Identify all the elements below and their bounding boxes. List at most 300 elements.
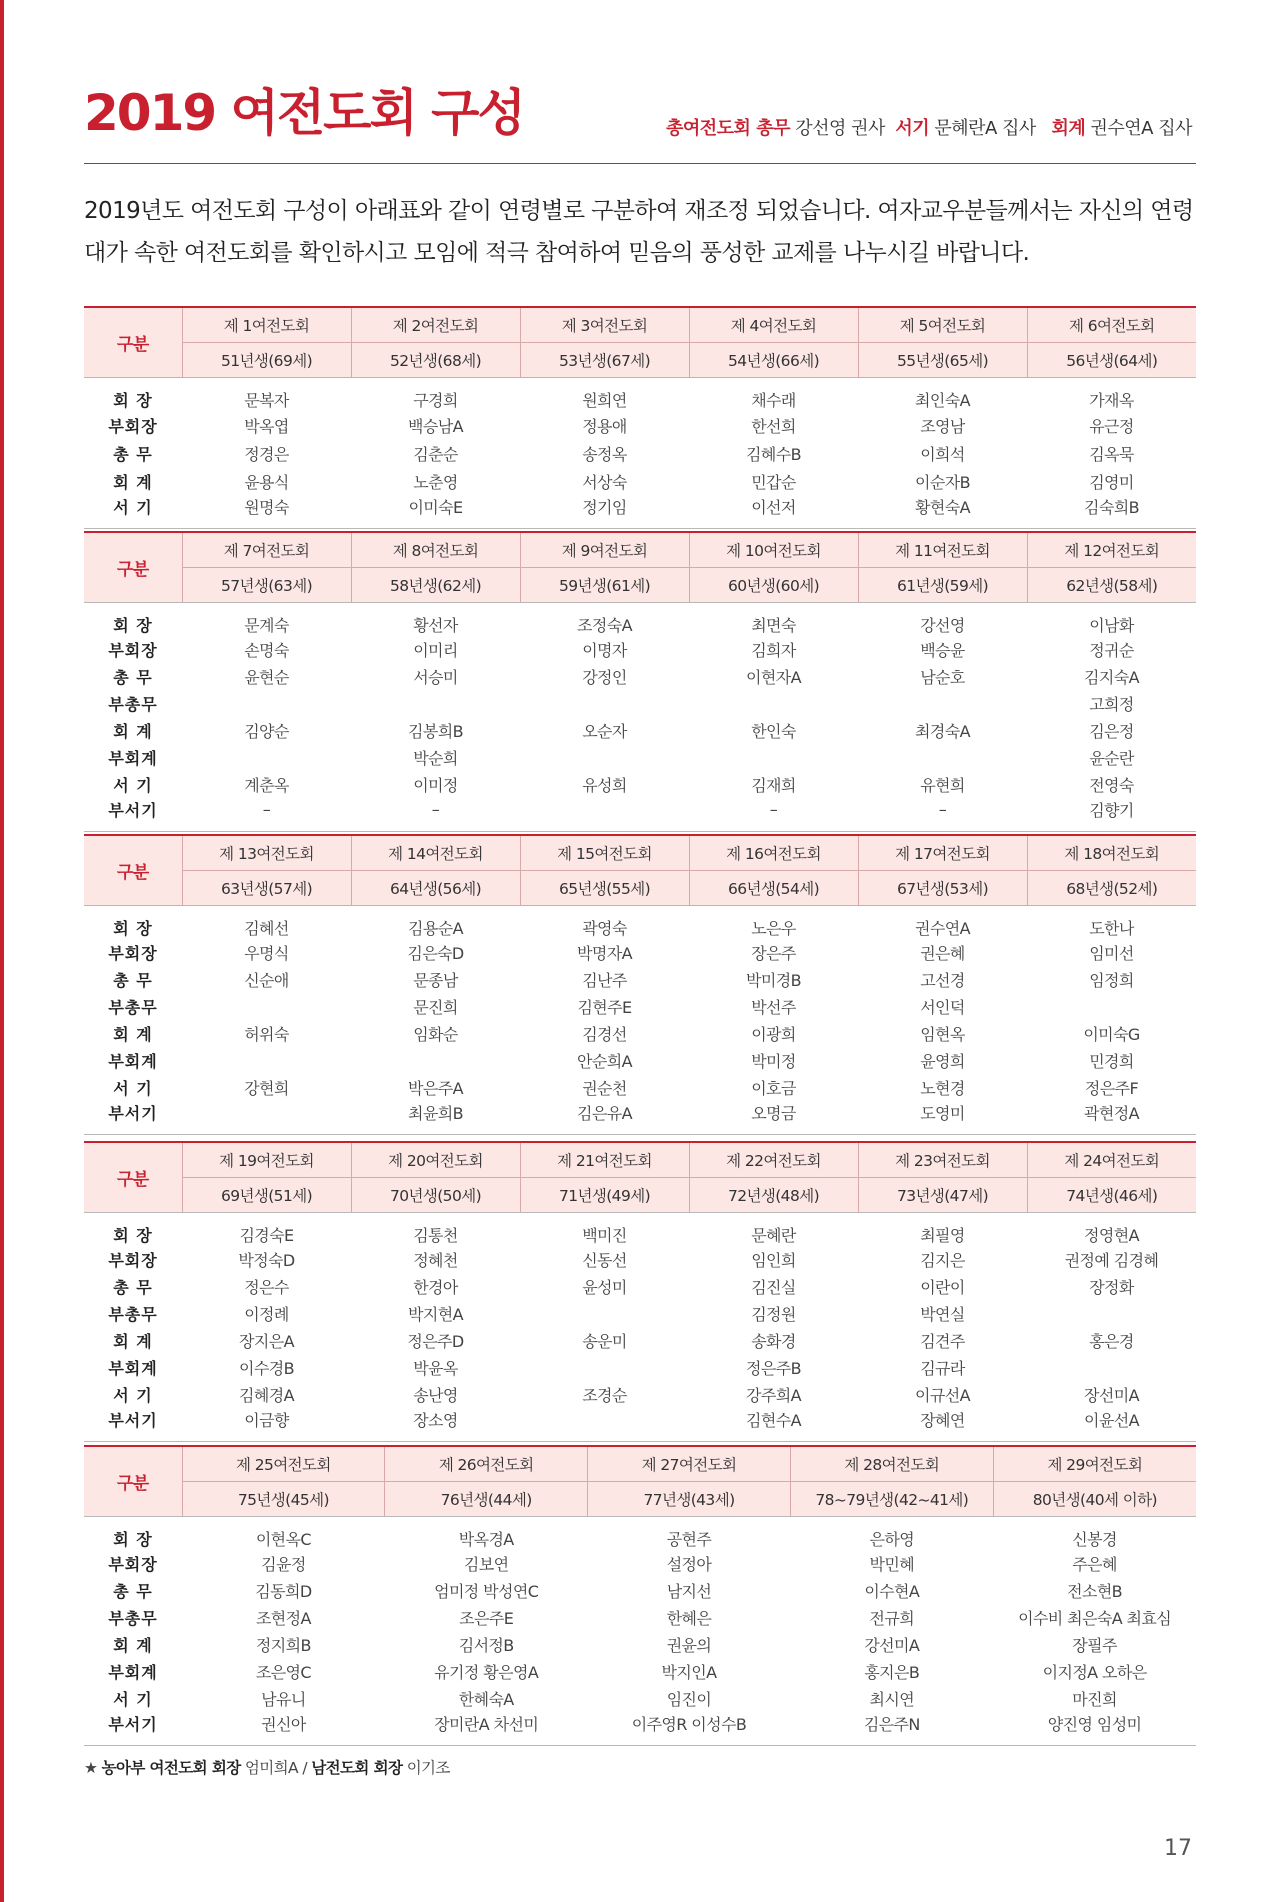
member-name: 유성희 bbox=[582, 776, 627, 795]
member-name: 최필영 bbox=[920, 1226, 965, 1245]
member-name: 은하영 bbox=[869, 1530, 915, 1549]
role-row bbox=[84, 1074, 1196, 1101]
group-birth-year: 63년생(57세) bbox=[182, 871, 351, 906]
member-name: 이정례 bbox=[244, 1305, 289, 1324]
role-label: 부서기 bbox=[84, 1712, 182, 1746]
role-label: 부서기 bbox=[84, 1408, 182, 1442]
member-name: 정기임 bbox=[520, 495, 689, 529]
member-name bbox=[351, 690, 520, 717]
role-row bbox=[84, 411, 1196, 439]
member-name: 정지희B bbox=[255, 1636, 311, 1655]
role-label: 총 무 bbox=[113, 444, 153, 464]
section-label: 구분 bbox=[84, 835, 182, 906]
member-name: 이주영R 이성수B bbox=[588, 1712, 791, 1746]
star-icon: ★ bbox=[84, 1759, 98, 1777]
member-name: 김봉희B bbox=[408, 722, 463, 741]
group-birth-year: 54년생(66세) bbox=[689, 343, 858, 378]
group-name: 제 17여전도회 bbox=[858, 835, 1027, 871]
role-label: 회 계 bbox=[113, 1636, 153, 1655]
group-birth-year: 76년생(44세) bbox=[385, 1482, 588, 1517]
role-row bbox=[84, 1327, 1196, 1354]
role-label: 총 무 bbox=[113, 971, 153, 990]
member-name: 김은숙D bbox=[407, 944, 464, 963]
group-name: 제 28여전도회 bbox=[790, 1446, 993, 1482]
member-name: 공현주 bbox=[666, 1530, 712, 1549]
role-row bbox=[84, 1658, 1196, 1685]
role-row bbox=[84, 636, 1196, 663]
role-label: 회 계 bbox=[113, 722, 153, 741]
member-name: – bbox=[689, 798, 858, 832]
member-name: 원희연 bbox=[582, 391, 627, 410]
member-name: 송난영 bbox=[413, 1386, 458, 1405]
member-name bbox=[351, 1047, 520, 1074]
footnote-label-1: 농아부 여전도회 회장 bbox=[101, 1759, 241, 1777]
member-name: 권수연A bbox=[915, 919, 970, 938]
member-name bbox=[1027, 993, 1196, 1020]
staff-name-1: 문혜란A 집사 bbox=[934, 118, 1036, 139]
member-name: 장정화 bbox=[1089, 1278, 1134, 1297]
group-birth-year: 66년생(54세) bbox=[689, 871, 858, 906]
member-name: 남유니 bbox=[261, 1690, 306, 1709]
member-name: 문혜란 bbox=[751, 1226, 796, 1245]
role-label: 부회계 bbox=[108, 1052, 158, 1071]
member-name bbox=[858, 744, 1027, 771]
member-name bbox=[182, 690, 351, 717]
member-name bbox=[858, 690, 1027, 717]
member-name: 이현옥C bbox=[255, 1530, 311, 1549]
role-label: 부회장 bbox=[108, 416, 158, 436]
role-row bbox=[84, 663, 1196, 690]
group-name: 제 14여전도회 bbox=[351, 835, 520, 871]
member-name: 고희정 bbox=[1089, 695, 1134, 714]
role-label: 부회계 bbox=[108, 1359, 158, 1378]
group-birth-year: 61년생(59세) bbox=[858, 568, 1027, 603]
member-name bbox=[1027, 1354, 1196, 1381]
member-name: 이현자A bbox=[746, 668, 801, 687]
group-name: 제 2여전도회 bbox=[351, 307, 520, 343]
member-name: 유기정 황은영A bbox=[434, 1663, 539, 1682]
role-row bbox=[84, 1685, 1196, 1712]
role-label: 총 무 bbox=[113, 668, 153, 687]
group-name: 제 24여전도회 bbox=[1027, 1142, 1196, 1178]
member-name: 김옥묵 bbox=[1089, 444, 1134, 464]
group-birth-year: 68년생(52세) bbox=[1027, 871, 1196, 906]
member-name: 장혜연 bbox=[858, 1408, 1027, 1442]
staff-name-0: 강선영 권사 bbox=[795, 118, 885, 139]
group-name: 제 21여전도회 bbox=[520, 1142, 689, 1178]
group-name: 제 19여전도회 bbox=[182, 1142, 351, 1178]
member-name: 김은정 bbox=[1089, 722, 1134, 741]
title-divider bbox=[84, 163, 1196, 164]
role-label: 회 장 bbox=[113, 1530, 153, 1549]
role-row bbox=[84, 1020, 1196, 1047]
member-name: 임현옥 bbox=[920, 1025, 965, 1044]
role-label: 회 장 bbox=[113, 919, 153, 938]
member-name: 노춘영 bbox=[413, 472, 458, 492]
role-row bbox=[84, 798, 1196, 832]
member-name: 장소영 bbox=[351, 1408, 520, 1442]
section-label: 구분 bbox=[84, 1142, 182, 1213]
role-label: 서 기 bbox=[113, 1690, 153, 1709]
member-name: 조영남 bbox=[920, 416, 965, 436]
page-edge-bar bbox=[0, 0, 4, 1902]
member-name: 송정옥 bbox=[582, 444, 627, 464]
role-label: 총 무 bbox=[113, 1278, 153, 1297]
group-name: 제 6여전도회 bbox=[1027, 307, 1196, 343]
section-table bbox=[84, 834, 1196, 1135]
group-birth-year: 55년생(65세) bbox=[858, 343, 1027, 378]
intro-paragraph: 2019년도 여전도회 구성이 아래표와 같이 연령별로 구분하여 재조정 되었습니다. 여자교우분들께서는 자신의 연령대가 속한 여전도회를 확인하시고 모임에 적극 참여하여 믿음의 풍성한 교제를 나누시길 바랍니다. bbox=[84, 198, 1194, 266]
role-row bbox=[84, 495, 1196, 529]
role-label: 총 무 bbox=[113, 1582, 153, 1601]
group-name: 제 1여전도회 bbox=[182, 307, 351, 343]
member-name: 이희석 bbox=[920, 444, 965, 464]
member-name: 윤성미 bbox=[582, 1278, 627, 1297]
member-name: 한인숙 bbox=[751, 722, 796, 741]
role-label: 서 기 bbox=[113, 776, 153, 795]
group-birth-year: 64년생(56세) bbox=[351, 871, 520, 906]
group-name: 제 18여전도회 bbox=[1027, 835, 1196, 871]
member-name: 정혜천 bbox=[413, 1251, 458, 1270]
member-name: 오명금 bbox=[689, 1101, 858, 1135]
member-name: 이란이 bbox=[920, 1278, 965, 1297]
member-name: 김지숙A bbox=[1084, 668, 1139, 687]
member-name: 강선미A bbox=[864, 1636, 920, 1655]
member-name bbox=[689, 690, 858, 717]
footnote-label-2: 남전도회 회장 bbox=[311, 1759, 403, 1777]
member-name: 김현주E bbox=[577, 998, 632, 1017]
group-birth-year: 69년생(51세) bbox=[182, 1178, 351, 1213]
member-name: 한혜은 bbox=[666, 1609, 712, 1628]
role-row bbox=[84, 690, 1196, 717]
member-name: 윤순란 bbox=[1089, 749, 1134, 768]
group-birth-year: 58년생(62세) bbox=[351, 568, 520, 603]
member-name: 정영현A bbox=[1084, 1226, 1139, 1245]
member-name: 허위숙 bbox=[244, 1025, 289, 1044]
staff-role-0: 총여전도회 총무 bbox=[665, 118, 790, 139]
member-name: 강주희A bbox=[746, 1386, 801, 1405]
member-name: 정은주D bbox=[407, 1332, 464, 1351]
member-name: 이광희 bbox=[751, 1025, 796, 1044]
member-name: 오순자 bbox=[582, 722, 627, 741]
member-name: 백미진 bbox=[582, 1226, 627, 1245]
role-label: 회 계 bbox=[113, 1025, 153, 1044]
member-name bbox=[182, 1047, 351, 1074]
section-label: 구분 bbox=[84, 1446, 182, 1517]
member-name: 민갑순 bbox=[751, 472, 796, 492]
role-label: 부총무 bbox=[108, 695, 158, 714]
member-name: 김은유A bbox=[520, 1101, 689, 1135]
member-name: 김향기 bbox=[1027, 798, 1196, 832]
group-name: 제 26여전도회 bbox=[385, 1446, 588, 1482]
member-name: 도한나 bbox=[1089, 919, 1134, 938]
member-name: 김혜경A bbox=[239, 1386, 294, 1405]
group-name: 제 16여전도회 bbox=[689, 835, 858, 871]
member-name: 송운미 bbox=[582, 1332, 627, 1351]
member-name: 김난주 bbox=[582, 971, 627, 990]
member-name: 가재옥 bbox=[1089, 391, 1134, 410]
member-name: 윤영희 bbox=[920, 1052, 965, 1071]
member-name: 이명자 bbox=[582, 641, 627, 660]
member-name bbox=[520, 1300, 689, 1327]
member-name: 권은혜 bbox=[920, 944, 965, 963]
role-label: 부회장 bbox=[108, 641, 158, 660]
member-name: 유현희 bbox=[920, 776, 965, 795]
role-row bbox=[84, 1381, 1196, 1408]
role-label: 회 장 bbox=[113, 616, 153, 635]
member-name: 설정아 bbox=[666, 1555, 712, 1574]
section-table bbox=[84, 306, 1196, 529]
page-number: 17 bbox=[1164, 1836, 1192, 1861]
member-name: 권윤의 bbox=[666, 1636, 712, 1655]
member-name: 서인덕 bbox=[920, 998, 965, 1017]
role-row bbox=[84, 1213, 1196, 1247]
member-name: 최윤희B bbox=[351, 1101, 520, 1135]
member-name: – bbox=[182, 798, 351, 832]
role-label: 서 기 bbox=[113, 1079, 153, 1098]
member-name: 이규선A bbox=[915, 1386, 970, 1405]
group-birth-year: 56년생(64세) bbox=[1027, 343, 1196, 378]
member-name: 강정인 bbox=[582, 668, 627, 687]
member-name: 이수경B bbox=[239, 1359, 294, 1378]
member-name: 장은주 bbox=[751, 944, 796, 963]
member-name: 장지은A bbox=[239, 1332, 294, 1351]
member-name: 김현수A bbox=[689, 1408, 858, 1442]
member-name: 박윤옥 bbox=[413, 1359, 458, 1378]
member-name: 박은주A bbox=[408, 1079, 463, 1098]
member-name: 손명숙 bbox=[244, 641, 289, 660]
group-name: 제 5여전도회 bbox=[858, 307, 1027, 343]
role-row bbox=[84, 1577, 1196, 1604]
member-name: 장미란A 차선미 bbox=[385, 1712, 588, 1746]
member-name: 백승윤 bbox=[920, 641, 965, 660]
member-name bbox=[520, 690, 689, 717]
role-row bbox=[84, 717, 1196, 744]
member-name bbox=[520, 798, 689, 832]
role-label: 부회계 bbox=[108, 1663, 158, 1682]
group-birth-year: 62년생(58세) bbox=[1027, 568, 1196, 603]
group-name: 제 23여전도회 bbox=[858, 1142, 1027, 1178]
member-name: 박민혜 bbox=[869, 1555, 915, 1574]
role-label: 부회장 bbox=[108, 944, 158, 963]
role-row bbox=[84, 603, 1196, 637]
footnote-separator: / bbox=[302, 1759, 307, 1777]
member-name: 최면숙 bbox=[751, 616, 796, 635]
member-name: 구경희 bbox=[413, 391, 458, 410]
section-table bbox=[84, 1141, 1196, 1442]
member-name: 이호금 bbox=[751, 1079, 796, 1098]
member-name: 윤용식 bbox=[244, 472, 289, 492]
role-row bbox=[84, 1604, 1196, 1631]
member-name: 김영미 bbox=[1089, 472, 1134, 492]
member-name: 최인숙A bbox=[915, 391, 970, 410]
member-name: 서승미 bbox=[413, 668, 458, 687]
member-name: 김보연 bbox=[463, 1555, 509, 1574]
role-row bbox=[84, 1712, 1196, 1746]
member-name: 우명식 bbox=[244, 944, 289, 963]
group-birth-year: 67년생(53세) bbox=[858, 871, 1027, 906]
member-name: 홍은경 bbox=[1089, 1332, 1134, 1351]
member-name: 조은영C bbox=[255, 1663, 311, 1682]
member-name: 정용애 bbox=[582, 416, 627, 436]
role-label: 부회장 bbox=[108, 1251, 158, 1270]
member-name: 정은주B bbox=[746, 1359, 801, 1378]
member-name: 이남화 bbox=[1089, 616, 1134, 635]
member-name: 마진희 bbox=[1072, 1690, 1117, 1709]
member-name: 엄미정 박성연C bbox=[434, 1582, 539, 1601]
role-label: 부서기 bbox=[84, 1101, 182, 1135]
member-name: 홍지은B bbox=[864, 1663, 920, 1682]
member-name: 정은수 bbox=[244, 1278, 289, 1297]
member-name: 문진희 bbox=[413, 998, 458, 1017]
group-birth-year: 72년생(48세) bbox=[689, 1178, 858, 1213]
group-name: 제 27여전도회 bbox=[588, 1446, 791, 1482]
role-row bbox=[84, 1408, 1196, 1442]
member-name: 김희자 bbox=[751, 641, 796, 660]
member-name: 박순희 bbox=[413, 749, 458, 768]
group-birth-year: 51년생(69세) bbox=[182, 343, 351, 378]
role-row bbox=[84, 771, 1196, 798]
member-name: 한경아 bbox=[413, 1278, 458, 1297]
group-name: 제 15여전도회 bbox=[520, 835, 689, 871]
member-name: 황현숙A bbox=[858, 495, 1027, 529]
role-label: 부총무 bbox=[108, 1609, 158, 1628]
group-birth-year: 60년생(60세) bbox=[689, 568, 858, 603]
member-name: 정은주F bbox=[1084, 1079, 1139, 1098]
group-name: 제 10여전도회 bbox=[689, 532, 858, 568]
role-label: 회 계 bbox=[113, 1332, 153, 1351]
member-name bbox=[182, 993, 351, 1020]
member-name: 주은혜 bbox=[1072, 1555, 1117, 1574]
member-name: 한선희 bbox=[751, 416, 796, 436]
role-row bbox=[84, 993, 1196, 1020]
role-row bbox=[84, 1101, 1196, 1135]
member-name bbox=[689, 744, 858, 771]
member-name: 곽영숙 bbox=[582, 919, 627, 938]
member-name: 강선영 bbox=[920, 616, 965, 635]
member-name: 김경숙E bbox=[239, 1226, 294, 1245]
role-row bbox=[84, 1354, 1196, 1381]
member-name: 채수래 bbox=[751, 391, 796, 410]
member-name: 전소현B bbox=[1067, 1582, 1123, 1601]
section-label: 구분 bbox=[84, 532, 182, 603]
role-label: 회 장 bbox=[113, 1226, 153, 1245]
group-birth-year: 75년생(45세) bbox=[182, 1482, 385, 1517]
role-label: 부회계 bbox=[108, 749, 158, 768]
member-name: 박지현A bbox=[408, 1305, 463, 1324]
member-name: 정귀순 bbox=[1089, 641, 1134, 660]
group-birth-year: 65년생(55세) bbox=[520, 871, 689, 906]
page-title: 2019 여전도회 구성 bbox=[84, 84, 524, 142]
member-name: 윤현순 bbox=[244, 668, 289, 687]
role-row bbox=[84, 939, 1196, 966]
member-name: 조은주E bbox=[459, 1609, 514, 1628]
group-birth-year: 71년생(49세) bbox=[520, 1178, 689, 1213]
member-name: 백승남A bbox=[408, 416, 463, 436]
group-birth-year: 57년생(63세) bbox=[182, 568, 351, 603]
member-name: 이미숙E bbox=[351, 495, 520, 529]
role-label: 서 기 bbox=[113, 1386, 153, 1405]
role-row bbox=[84, 1517, 1196, 1551]
member-name: 고선경 bbox=[920, 971, 965, 990]
group-birth-year: 78~79년생(42~41세) bbox=[790, 1482, 993, 1517]
member-name: 유근정 bbox=[1089, 416, 1134, 436]
member-name: 황선자 bbox=[413, 616, 458, 635]
member-name: – bbox=[858, 798, 1027, 832]
group-birth-year: 80년생(40세 이하) bbox=[993, 1482, 1196, 1517]
member-name: 문종남 bbox=[413, 971, 458, 990]
role-row bbox=[84, 467, 1196, 495]
staff-line bbox=[666, 114, 1192, 140]
member-name bbox=[520, 744, 689, 771]
member-name: 김은주N bbox=[790, 1712, 993, 1746]
group-name: 제 20여전도회 bbox=[351, 1142, 520, 1178]
member-name: 김정원 bbox=[751, 1305, 796, 1324]
member-name: 장필주 bbox=[1072, 1636, 1117, 1655]
member-name: 남순호 bbox=[920, 668, 965, 687]
role-label: 부총무 bbox=[108, 1305, 158, 1324]
role-label: 서 기 bbox=[84, 495, 182, 529]
role-row bbox=[84, 1631, 1196, 1658]
member-name: 안순희A bbox=[577, 1052, 632, 1071]
member-name: 이순자B bbox=[915, 472, 970, 492]
role-row bbox=[84, 744, 1196, 771]
group-name: 제 8여전도회 bbox=[351, 532, 520, 568]
role-row bbox=[84, 906, 1196, 940]
member-name: 임정희 bbox=[1089, 971, 1134, 990]
group-name: 제 3여전도회 bbox=[520, 307, 689, 343]
member-name: 김춘순 bbox=[413, 444, 458, 464]
member-name: 박옥엽 bbox=[244, 416, 289, 436]
member-name: 김혜수B bbox=[746, 444, 801, 464]
member-name bbox=[1027, 1300, 1196, 1327]
member-name: 권신아 bbox=[182, 1712, 385, 1746]
member-name: 정경은 bbox=[244, 444, 289, 464]
member-name: 신동선 bbox=[582, 1251, 627, 1270]
group-name: 제 11여전도회 bbox=[858, 532, 1027, 568]
footnote-name-1: 엄미희A bbox=[244, 1759, 299, 1777]
group-birth-year: 59년생(61세) bbox=[520, 568, 689, 603]
member-name: – bbox=[351, 798, 520, 832]
role-row bbox=[84, 439, 1196, 467]
member-name: 박정숙D bbox=[238, 1251, 295, 1270]
group-birth-year: 70년생(50세) bbox=[351, 1178, 520, 1213]
member-name: 권순천 bbox=[582, 1079, 627, 1098]
member-name: 임인희 bbox=[751, 1251, 796, 1270]
group-birth-year: 53년생(67세) bbox=[520, 343, 689, 378]
group-birth-year: 73년생(47세) bbox=[858, 1178, 1027, 1213]
member-name: 조경순 bbox=[582, 1386, 627, 1405]
staff-role-2: 회계 bbox=[1051, 118, 1086, 139]
member-name: 김숙희B bbox=[1027, 495, 1196, 529]
member-name: 이윤선A bbox=[1027, 1408, 1196, 1442]
member-name: 임미선 bbox=[1089, 944, 1134, 963]
member-name: 노현경 bbox=[920, 1079, 965, 1098]
member-name: 양진영 임성미 bbox=[993, 1712, 1196, 1746]
member-name: 조정숙A bbox=[577, 616, 632, 635]
section-table bbox=[84, 531, 1196, 832]
member-name: 민경희 bbox=[1089, 1052, 1134, 1071]
role-row bbox=[84, 1246, 1196, 1273]
group-birth-year: 74년생(46세) bbox=[1027, 1178, 1196, 1213]
group-name: 제 25여전도회 bbox=[182, 1446, 385, 1482]
staff-name-2: 권수연A 집사 bbox=[1090, 118, 1192, 139]
member-name: 김재희 bbox=[751, 776, 796, 795]
group-name: 제 7여전도회 bbox=[182, 532, 351, 568]
member-name: 도영미 bbox=[858, 1101, 1027, 1135]
member-name: 최경숙A bbox=[915, 722, 970, 741]
member-name: 전규희 bbox=[869, 1609, 915, 1628]
